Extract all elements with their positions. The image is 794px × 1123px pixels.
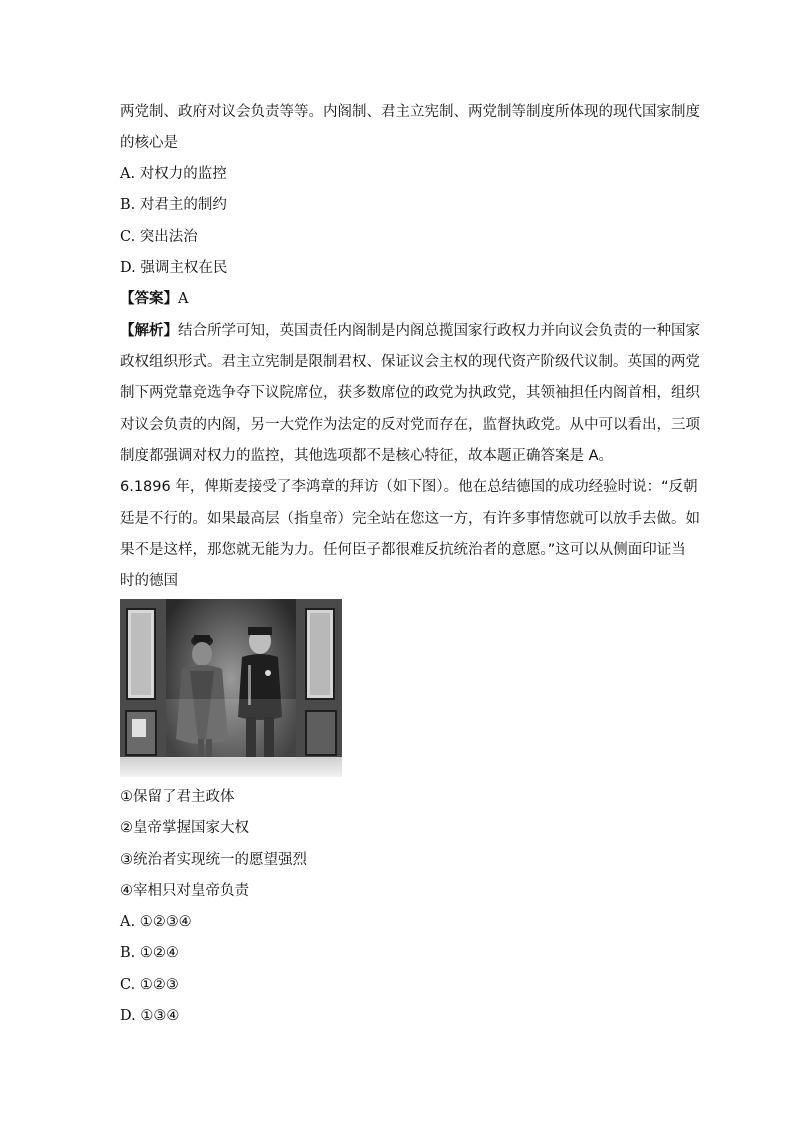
option-c: C. ①②③ bbox=[120, 977, 179, 993]
question-6-stem-line: 果不是这样，那您就无能为力。任何臣子都很难反抗统治者的意愿。”这可以从侧面印证当 bbox=[120, 542, 686, 558]
question-stem-line: 的核心是 bbox=[120, 135, 178, 151]
analysis-line: 制下两党靠竞选争夺下议院席位，获多数席位的政党为执政党，其领袖担任内阁首相，组织 bbox=[120, 385, 700, 401]
question-6-stem-line: 时的德国 bbox=[120, 573, 178, 589]
historical-photo bbox=[120, 599, 342, 777]
statement-3: ③统治者实现统一的愿望强烈 bbox=[120, 852, 307, 868]
analysis-line bbox=[120, 321, 700, 341]
option-b: B. ①②④ bbox=[120, 945, 179, 961]
option-d: D. ①③④ bbox=[120, 1008, 180, 1024]
analysis-tag: 【解析】 bbox=[120, 323, 178, 339]
answer-line bbox=[120, 289, 188, 309]
statement-1: ①保留了君主政体 bbox=[120, 789, 235, 805]
answer-value: A bbox=[178, 291, 189, 307]
statement-4: ④宰相只对皇帝负责 bbox=[120, 883, 249, 899]
option-a: A. ①②③④ bbox=[120, 914, 192, 930]
question-6-stem-line: 廷是不行的。如果最高层（指皇帝）完全站在您这一方，有许多事情您就可以放手去做。如 bbox=[120, 511, 700, 527]
statement-2: ②皇帝掌握国家大权 bbox=[120, 820, 249, 836]
option-a: A. 对权力的监控 bbox=[120, 166, 227, 182]
option-b: B. 对君主的制约 bbox=[120, 197, 227, 213]
analysis-line: 对议会负责的内阁，另一大党作为法定的反对党而存在，监督执政党。从中可以看出，三项 bbox=[120, 417, 700, 433]
analysis-text: 结合所学可知，英国责任内阁制是内阁总揽国家行政权力并向议会负责的一种国家 bbox=[178, 323, 700, 339]
answer-tag: 【答案】 bbox=[120, 291, 178, 307]
option-c: C. 突出法治 bbox=[120, 229, 198, 245]
analysis-line: 政权组织形式。君主立宪制是限制君权、保证议会主权的现代资产阶级代议制。英国的两党 bbox=[120, 354, 700, 370]
question-stem-line: 两党制、政府对议会负责等等。内阁制、君主立宪制、两党制等制度所体现的现代国家制度 bbox=[120, 104, 700, 120]
analysis-line: 制度都强调对权力的监控，其他选项都不是核心特征，故本题正确答案是 A。 bbox=[120, 448, 614, 464]
question-6-stem-line: 6.1896 年，俾斯麦接受了李鸿章的拜访（如下图）。他在总结德国的成功经验时说：“反朝 bbox=[120, 479, 698, 495]
option-d: D. 强调主权在民 bbox=[120, 260, 228, 276]
